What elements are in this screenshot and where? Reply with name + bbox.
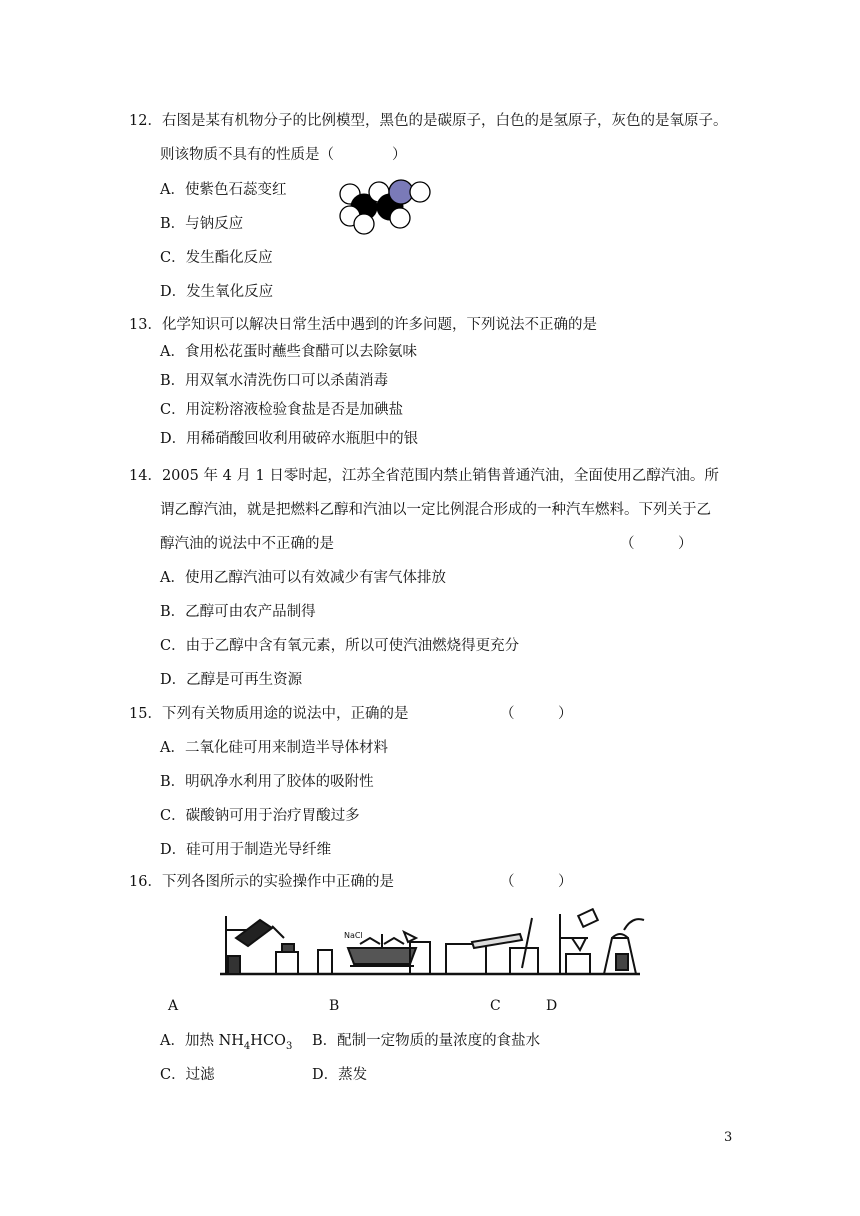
q15-option-a: A．二氧化硅可用来制造半导体材料 <box>160 740 388 756</box>
fig-label-a: A <box>168 998 179 1014</box>
q12-option-d: D．发生氧化反应 <box>160 284 274 300</box>
q12-stem-line1: 12．右图是某有机物分子的比例模型，黑色的是碳原子，白色的是氢原子，灰色的是氧原子。 <box>129 113 728 129</box>
q14-option-d: D．乙醇是可再生资源 <box>160 672 303 688</box>
q14-option-a: A．使用乙醇汽油可以有效减少有害气体排放 <box>160 570 446 586</box>
q12-stem-line2: 则该物质不具有的性质是（ ） <box>160 147 407 163</box>
q16-option-a-sub: 4 <box>243 1040 251 1052</box>
nacl-label: NaCl <box>344 931 363 940</box>
q14-stem-line3: 醇汽油的说法中不正确的是 <box>160 536 334 552</box>
q16-option-c: C．过滤 <box>160 1067 215 1083</box>
fig-label-c: C <box>490 998 501 1014</box>
q15-stem: 15．下列有关物质用途的说法中，正确的是 <box>129 706 409 722</box>
lab-apparatus-figure <box>220 908 650 980</box>
q16-stem: 16．下列各图所示的实验操作中正确的是 <box>129 874 394 890</box>
q16-option-a-text: A．加热 NH <box>160 1033 244 1049</box>
q13-option-a: A．食用松花蛋时蘸些食醋可以去除氨味 <box>160 344 417 360</box>
q16-option-a-rest: HCO <box>250 1033 286 1049</box>
q16-option-a <box>160 1032 292 1056</box>
molecule-model-figure <box>334 178 434 238</box>
fig-label-b: B <box>329 998 340 1014</box>
q13-stem: 13．化学知识可以解决日常生活中遇到的许多问题，下列说法不正确的是 <box>129 317 597 333</box>
q14-stem-line2: 谓乙醇汽油，就是把燃料乙醇和汽油以一定比例混合形成的一种汽车燃料。下列关于乙 <box>160 502 711 518</box>
q15-option-b: B．明矾净水利用了胶体的吸附性 <box>160 774 374 790</box>
q12-option-a: A．使紫色石蕊变红 <box>160 182 287 198</box>
q16-option-d: D．蒸发 <box>312 1067 368 1083</box>
q14-stem-line1: 14．2005 年 4 月 1 日零时起，江苏全省范围内禁止销售普通汽油，全面使用乙醇汽油。所 <box>129 468 719 484</box>
q15-option-c: C．碳酸钠可用于治疗胃酸过多 <box>160 808 360 824</box>
q15-option-d: D．硅可用于制造光导纤维 <box>160 842 332 858</box>
q16-answer-blank: （ ） <box>500 874 573 890</box>
q13-option-d: D．用稀硝酸回收利用破碎水瓶胆中的银 <box>160 431 419 447</box>
q13-option-c: C．用淀粉溶液检验食盐是否是加碘盐 <box>160 402 404 418</box>
q16-option-b: B．配制一定物质的量浓度的食盐水 <box>312 1033 541 1049</box>
q12-option-b: B．与钠反应 <box>160 216 244 232</box>
q16-option-a-sub2: 3 <box>285 1040 293 1052</box>
q13-option-b: B．用双氧水清洗伤口可以杀菌消毒 <box>160 373 389 389</box>
q14-answer-blank: （ ） <box>620 536 693 552</box>
page-number: 3 <box>724 1130 733 1145</box>
q15-answer-blank: （ ） <box>500 706 573 722</box>
fig-label-d: D <box>546 998 558 1014</box>
q14-option-b: B．乙醇可由农产品制得 <box>160 604 316 620</box>
q14-option-c: C．由于乙醇中含有氧元素，所以可使汽油燃烧得更充分 <box>160 638 520 654</box>
q12-option-c: C．发生酯化反应 <box>160 250 273 266</box>
